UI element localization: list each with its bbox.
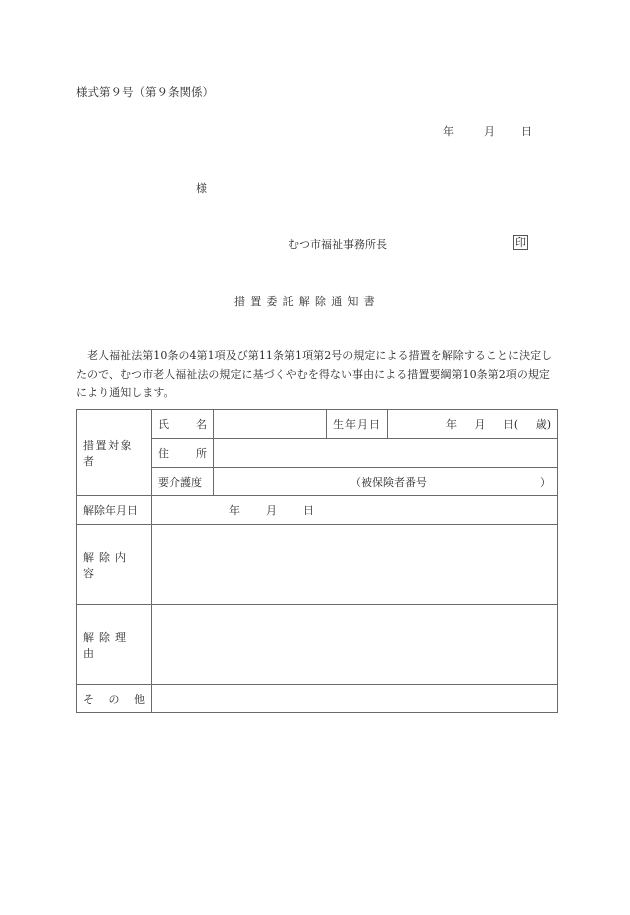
release-content-label: 解除内容 [77, 525, 152, 605]
release-date-label: 解除年月日 [77, 496, 152, 525]
address-field[interactable] [214, 439, 558, 468]
other-label: そ の 他 [77, 685, 152, 713]
table-row [77, 525, 558, 605]
release-reason-field[interactable] [152, 605, 558, 685]
document-title: 措置委託解除通知書 [234, 295, 380, 308]
form-number: 様式第９号（第９条関係） [76, 85, 214, 99]
address-label: 住 所 [152, 439, 214, 468]
table-row [77, 685, 558, 713]
issue-date [443, 123, 532, 139]
name-label: 氏 名 [152, 410, 214, 439]
release-content-field[interactable] [152, 525, 558, 605]
table-row [77, 605, 558, 685]
dob-field[interactable]: 年 月 日( 歳) [388, 410, 558, 439]
addressee-suffix: 様 [196, 182, 207, 195]
notice-body-text: 老人福祉法第10条の4第1項及び第11条第1項第2号の規定による措置を解除することに決定したので、むつ市老人福祉法の規定に基づくやむを得ない事由による措置要綱第10条第2項の規定により通知します。 [76, 349, 553, 399]
table-row [77, 410, 558, 439]
notice-table [76, 409, 558, 713]
other-field[interactable] [152, 685, 558, 713]
subject-label: 措置対象者 [77, 410, 152, 496]
date-month: 月 [484, 125, 495, 138]
release-reason-label: 解除理由 [77, 605, 152, 685]
insured-number-field[interactable]: （被保険者番号 ） [214, 468, 558, 496]
table-row [77, 496, 558, 525]
date-year: 年 [443, 125, 454, 138]
issuer-name: むつ市福祉事務所長 [288, 238, 387, 251]
date-day: 日 [521, 125, 532, 138]
dob-label: 生年月日 [327, 410, 388, 439]
release-date-field[interactable]: 年 月 日 [152, 496, 558, 525]
seal-mark: 印 [515, 236, 526, 249]
name-field[interactable] [214, 410, 327, 439]
care-level-label: 要介護度 [152, 468, 214, 496]
